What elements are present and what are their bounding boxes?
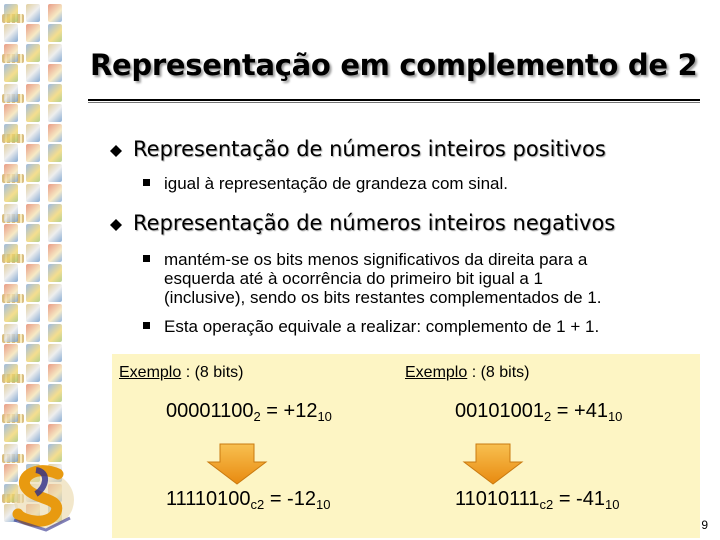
decorative-tile — [26, 224, 40, 242]
decorative-side-strip — [0, 0, 86, 540]
decorative-tile — [4, 304, 18, 322]
example-label-left: Exemplo : (8 bits) — [119, 364, 244, 381]
decorative-tile — [26, 104, 40, 122]
decorative-tile — [26, 424, 40, 442]
decorative-tile — [4, 204, 18, 222]
decorative-tile — [4, 104, 18, 122]
decorative-tile — [4, 244, 18, 262]
title-underline-shadow — [88, 102, 700, 103]
decorative-tile — [4, 124, 18, 142]
decorative-tile — [26, 144, 40, 162]
decorative-tile — [4, 424, 18, 442]
page-number: 9 — [701, 518, 708, 532]
decorative-tile — [26, 384, 40, 402]
bullet-negative-heading: Representação de números inteiros negativos — [133, 211, 616, 235]
decorative-tile — [4, 4, 18, 22]
down-arrow-icon — [206, 440, 268, 486]
decorative-tile — [4, 224, 18, 242]
example-right-negative: $11010111_{c2} = -41_{10}$ — [455, 488, 620, 512]
strip-fade — [60, 0, 86, 540]
sub-bullet-text: igual à representação de grandeza com sinal. — [164, 174, 508, 193]
decorative-tile — [26, 4, 40, 22]
decorative-tile — [26, 344, 40, 362]
square-bullet-icon — [143, 322, 150, 329]
diamond-bullet-icon — [110, 145, 122, 157]
example-right-positive: $00101001_2 = +41_{10}$ — [455, 400, 623, 424]
decorative-tile — [4, 24, 18, 42]
decorative-tile — [26, 404, 40, 422]
sub-bullet-text-cont: (inclusive), sendo os bits restantes complementados de 1. — [164, 288, 602, 307]
decorative-tile — [26, 324, 40, 342]
decorative-tile — [26, 304, 40, 322]
example-left-positive: $00001100_2 = +12_{10}$ — [166, 400, 332, 424]
decorative-tile — [4, 44, 18, 62]
decorative-tile — [26, 284, 40, 302]
decorative-tile — [26, 44, 40, 62]
sub-bullet-negative-equiv — [143, 317, 599, 336]
decorative-tile — [26, 24, 40, 42]
decorative-tile — [4, 324, 18, 342]
sub-bullet-text: mantém-se os bits menos significativos da direita para a — [164, 250, 588, 269]
decorative-tile — [26, 204, 40, 222]
decorative-tile — [26, 84, 40, 102]
decorative-tile — [26, 64, 40, 82]
decorative-tile — [4, 404, 18, 422]
decorative-tile — [26, 364, 40, 382]
diamond-bullet-icon — [110, 219, 122, 231]
square-bullet-icon — [143, 179, 150, 186]
decorative-tile — [26, 264, 40, 282]
decorative-tile — [4, 284, 18, 302]
decorative-tile — [4, 184, 18, 202]
decorative-tile — [4, 344, 18, 362]
decorative-tile — [26, 164, 40, 182]
bullet-positive-heading: Representação de números inteiros positivos — [133, 137, 606, 161]
decorative-tile — [4, 64, 18, 82]
decorative-tile — [4, 364, 18, 382]
example-label-right: Exemplo : (8 bits) — [405, 364, 530, 381]
example-left-negative: $11110100_{c2} = -12_{10}$ — [166, 488, 331, 512]
decorative-tile — [4, 84, 18, 102]
page-title: Representação em complemento de 2 — [90, 48, 698, 82]
sub-bullet-text-cont: esquerda até à ocorrência do primeiro bit igual a 1 — [164, 269, 543, 288]
sub-bullet-positive — [143, 174, 508, 193]
decorative-tile — [4, 264, 18, 282]
decorative-tile — [26, 184, 40, 202]
decorative-tile — [4, 164, 18, 182]
sub-bullet-negative-rule — [143, 250, 602, 307]
square-bullet-icon — [143, 255, 150, 262]
decorative-tile — [26, 124, 40, 142]
title-underline — [88, 99, 700, 101]
logo — [6, 460, 76, 536]
down-arrow-icon — [462, 440, 524, 486]
decorative-tile — [4, 144, 18, 162]
sub-bullet-text: Esta operação equivale a realizar: complemento de 1 + 1. — [164, 317, 600, 336]
decorative-tile — [26, 244, 40, 262]
decorative-tile — [4, 384, 18, 402]
